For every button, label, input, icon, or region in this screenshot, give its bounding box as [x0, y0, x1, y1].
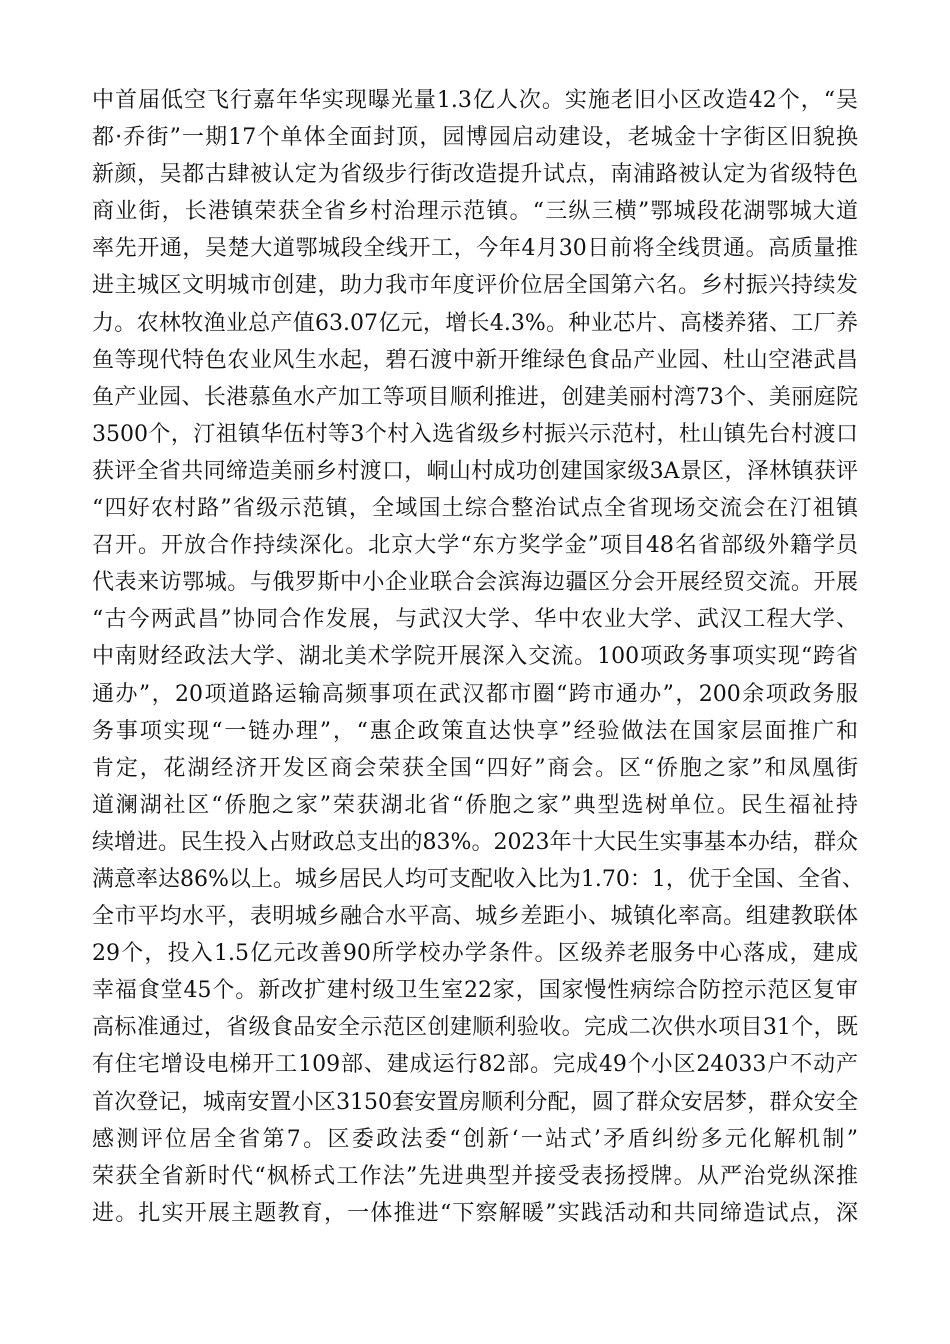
text-line: 新颜，吴都古肆被认定为省级步行街改造提升试点，南浦路被认定为省级特色	[92, 162, 858, 188]
text-line: 进主城区文明城市创建，助力我市年度评价位居全国第六名。乡村振兴持续发	[92, 273, 858, 299]
text-line: 满意率达86%以上。城乡居民人均可支配收入比为1.70：1，优于全国、全省、	[92, 866, 864, 892]
text-line: 幸福食堂45个。新改扩建村级卫生室22家，国家慢性病综合防控示范区复审	[92, 978, 858, 1004]
text-line: 召开。开放合作持续深化。北京大学“东方奖学金”项目48名省部级外籍学员	[92, 533, 858, 559]
text-line: 中南财经政法大学、湖北美术学院开展深入交流。100项政务事项实现“跨省	[92, 644, 858, 670]
text-line: 首次登记，城南安置小区3150套安置房顺利分配，圆了群众安居梦，群众安全	[92, 1089, 858, 1115]
text-line: 商业街，长港镇荣获全省乡村治理示范镇。“三纵三横”鄂城段花湖鄂城大道	[92, 199, 858, 225]
text-line: 感测评位居全省第7。区委政法委“创新‘一站式’矛盾纠纷多元化解机制”	[92, 1126, 858, 1152]
text-line: 中首届低空飞行嘉年华实现曝光量1.3亿人次。实施老旧小区改造42个，“吴	[92, 88, 858, 113]
text-line: 道澜湖社区“侨胞之家”荣获湖北省“侨胞之家”典型选树单位。民生福祉持	[92, 792, 858, 818]
text-line: 都·乔街”一期17个单体全面封顶，园博园启动建设，老城金十字街区旧貌换	[92, 125, 858, 151]
text-line: 率先开通，吴楚大道鄂城段全线开工，今年4月30日前将全线贯通。高质量推	[92, 236, 858, 262]
text-line: 力。农林牧渔业总产值63.07亿元，增长4.3%。种业芯片、高楼养猪、工厂养	[92, 310, 858, 336]
text-line: 29个，投入1.5亿元改善90所学校办学条件。区级养老服务中心落成，建成	[92, 941, 858, 967]
text-line: 鱼等现代特色农业风生水起，碧石渡中新开维绿色食品产业园、杜山空港武昌	[92, 347, 858, 373]
text-line: 获评全省共同缔造美丽乡村渡口，峒山村成功创建国家级3A景区，泽林镇获评	[92, 458, 858, 484]
document-body	[92, 82, 864, 1232]
text-line: 有住宅增设电梯开工109部、建成运行82部。完成49个小区24033户不动产	[92, 1052, 858, 1078]
text-line: 肯定，花湖经济开发区商会荣获全国“四好”商会。区“侨胞之家”和凤凰街	[92, 755, 858, 781]
text-line: 代表来访鄂城。与俄罗斯中小企业联合会滨海边疆区分会开展经贸交流。开展	[92, 570, 858, 596]
text-line: 鱼产业园、长港慕鱼水产加工等项目顺利推进，创建美丽村湾73个、美丽庭院	[92, 384, 858, 410]
text-line: 荣获全省新时代“枫桥式工作法”先进典型并接受表扬授牌。从严治党纵深推	[92, 1163, 858, 1189]
text-line: 全市平均水平，表明城乡融合水平高、城乡差距小、城镇化率高。组建教联体	[92, 904, 858, 930]
text-line: 高标准通过，省级食品安全示范区创建顺利验收。完成二次供水项目31个，既	[92, 1015, 858, 1041]
text-line: “古今两武昌”协同合作发展，与武汉大学、华中农业大学、武汉工程大学、	[92, 607, 858, 633]
text-line: 续增进。民生投入占财政总支出的83%。2023年十大民生实事基本办结，群众	[92, 829, 858, 855]
text-line: 进。扎实开展主题教育，一体推进“下察解暖”实践活动和共同缔造试点，深	[92, 1200, 858, 1226]
text-line: 务事项实现“一链办理”，“惠企政策直达快享”经验做法在国家层面推广和	[92, 718, 858, 744]
text-line: “四好农村路”省级示范镇，全域国土综合整治试点全省现场交流会在汀祖镇	[92, 496, 858, 522]
text-line: 3500个，汀祖镇华伍村等3个村入选省级乡村振兴示范村，杜山镇先台村渡口	[92, 421, 858, 447]
text-line: 通办”，20项道路运输高频事项在武汉都市圈“跨市通办”，200余项政务服	[92, 681, 858, 707]
